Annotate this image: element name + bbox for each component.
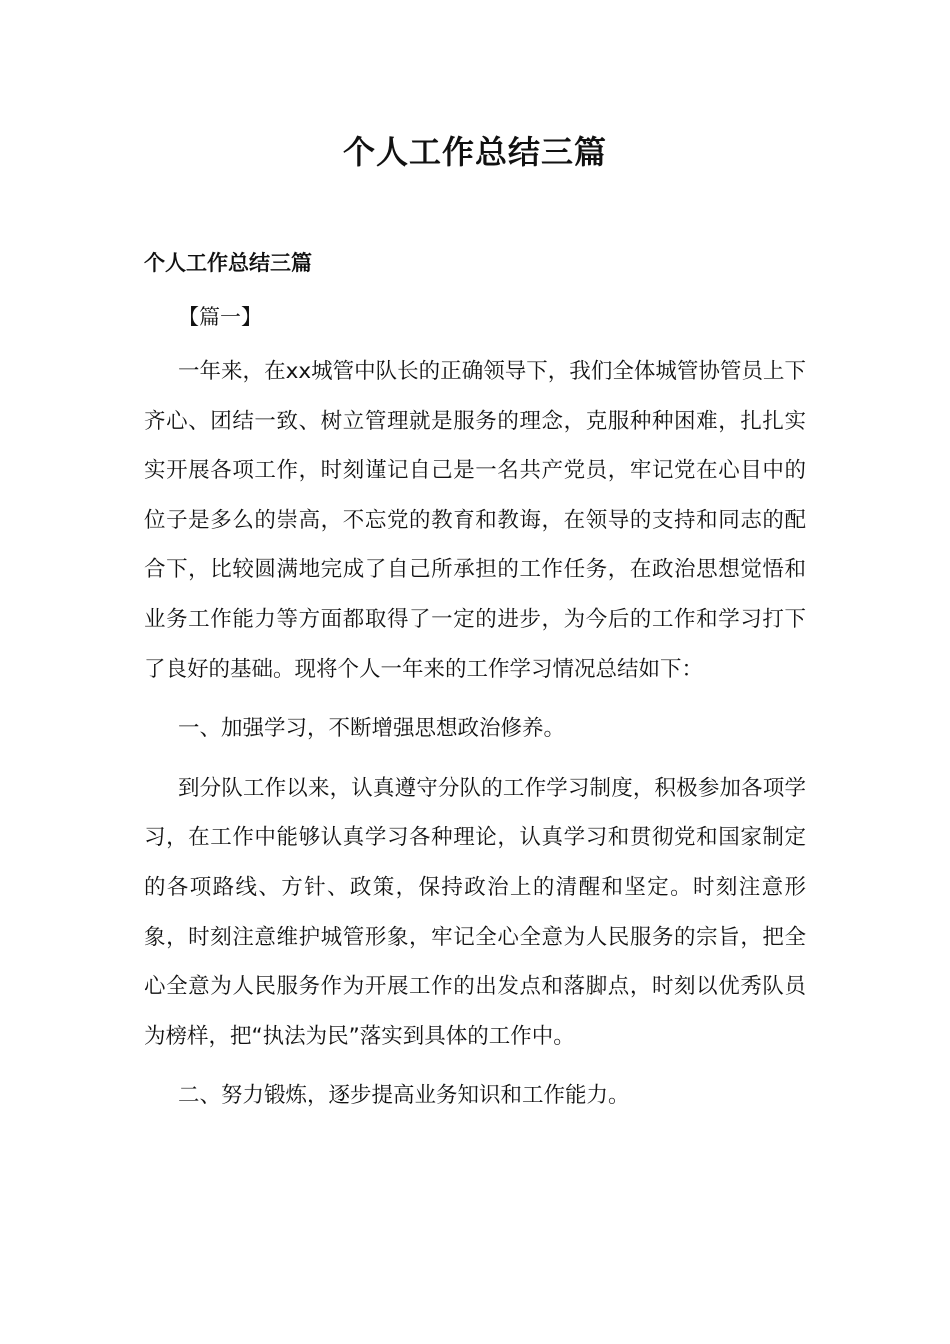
document-subtitle: 个人工作总结三篇 bbox=[144, 251, 312, 275]
section-heading-2: 二、努力锻炼，逐步提高业务知识和工作能力。 bbox=[178, 1083, 630, 1109]
section-heading-1: 一、加强学习，不断增强思想政治修养。 bbox=[178, 716, 566, 742]
paragraph-intro: 一年来，在xx城管中队长的正确领导下，我们全体城管协管员上下齐心、团结一致、树立管理就是服务的理念，克服种种困难，扎扎实实开展各项工作，时刻谨记自己是一名共产党员，牢记党在心目中的位子是多么的崇高，不忘党的教育和教诲，在领导的支持和同志的配合下，比较圆满地完成了自己所承担的工作任务，在政治思想觉悟和业务工作能力等方面都取得了一定的进步，为今后的工作和学习打下了良好的基础。现将个人一年来的工作学习情况总结如下： bbox=[144, 359, 806, 682]
document-body bbox=[144, 243, 806, 1121]
paragraph-study: 到分队工作以来，认真遵守分队的工作学习制度，积极参加各项学习，在工作中能够认真学习各种理论，认真学习和贯彻党和国家制定的各项路线、方针、政策，保持政治上的清醒和坚定。时刻注意形象，时刻注意维护城管形象，牢记全心全意为人民服务的宗旨，把全心全意为人民服务作为开展工作的出发点和落脚点，时刻以优秀队员为榜样，把“执法为民”落实到具体的工作中。 bbox=[144, 775, 806, 1049]
section-tag: 【篇一】 bbox=[178, 305, 262, 329]
document-title: 个人工作总结三篇 bbox=[342, 133, 607, 171]
